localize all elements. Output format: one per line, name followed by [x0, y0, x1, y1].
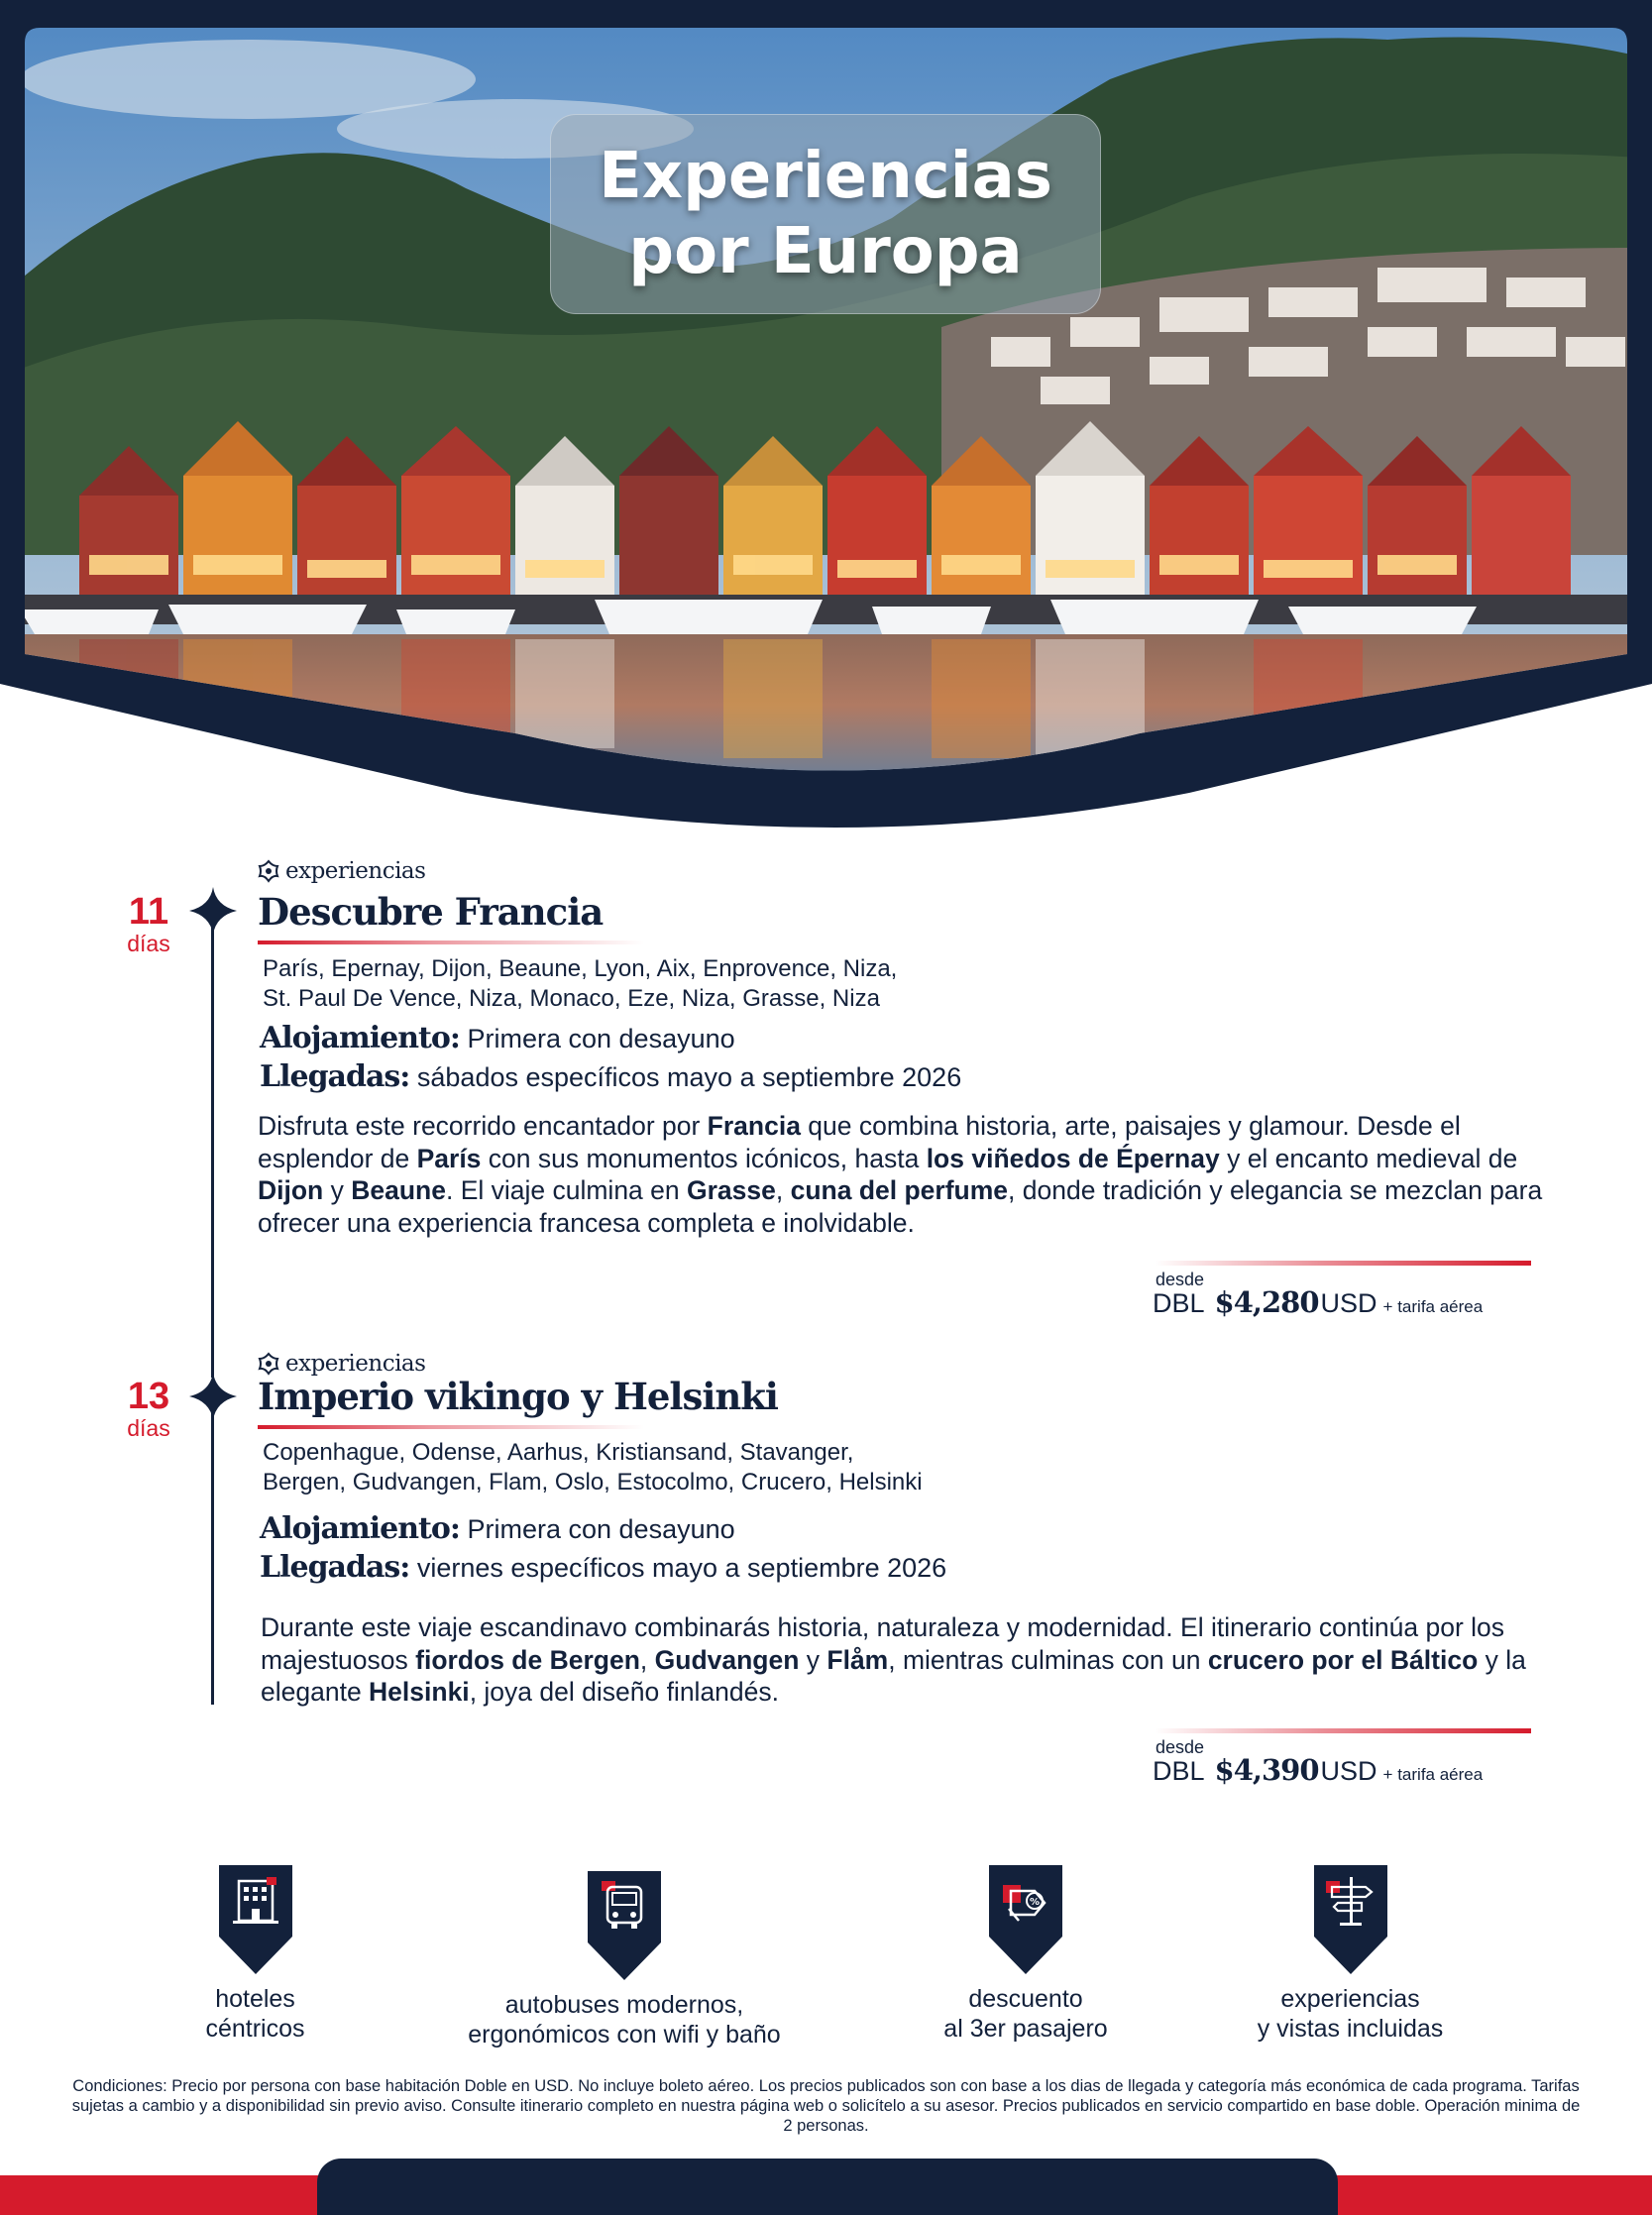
cities-line1: Copenhague, Odense, Aarhus, Kristiansand, Stavanger, [263, 1439, 854, 1466]
program-description [258, 1110, 1546, 1239]
description-text: , mientras culminas con un [888, 1644, 1208, 1675]
description-text: , [775, 1175, 791, 1205]
title-underline [258, 941, 644, 944]
days-number: 11 [128, 891, 169, 933]
timeline-diamond-icon [189, 887, 237, 935]
description-highlight: Grasse [687, 1175, 776, 1205]
cities-list [263, 1438, 923, 1497]
hero-title-line2: por Europa [628, 215, 1023, 288]
hotel-building-icon [219, 1865, 292, 1974]
hero-title-line1: Experiencias [599, 140, 1052, 213]
description-text: y la elegante [261, 1644, 1526, 1707]
brand-logo [256, 858, 425, 884]
price-line [1153, 1285, 1483, 1319]
price-desde: desde [1156, 1737, 1205, 1757]
feature-text-line1: hoteles [215, 1985, 295, 2013]
cities-line2: St. Paul De Vence, Niza, Monaco, Eze, Niza, Grasse, Niza [263, 985, 880, 1012]
arrivals-line [260, 1059, 961, 1094]
description-highlight: los viñedos de Épernay [926, 1143, 1220, 1173]
timeline-line [211, 922, 214, 1378]
conditions-text: Condiciones: Precio por persona con base habitación Doble en USD. No incluye boleto aéreo. Los precios publicados son con base a los dias de llegada y categoría más económica de cada programa. Tarifas sujetas a cambio y a disponibilidad sin previo aviso. Consulte itinerario completo en nuestra página web o solicítelo a su asesor. Precios publicados en servicio compartido en base doble. Operación minima de 2 personas. [71, 2077, 1581, 2135]
price-bar [1155, 1728, 1531, 1733]
description-text: , joya del diseño finlandés. [469, 1677, 780, 1707]
description-text: con sus monumentos icónicos, hasta [481, 1143, 927, 1173]
hero-banner [0, 0, 1652, 837]
description-highlight: Francia [707, 1111, 801, 1141]
price-desde: desde [1156, 1270, 1205, 1289]
days-number: 13 [127, 1376, 170, 1417]
feature-text-line2: ergonómicos con wifi y baño [468, 2021, 781, 2049]
price-currency: USD [1320, 1288, 1377, 1318]
price-note: + tarifa aérea [1382, 1765, 1484, 1784]
days-badge [104, 892, 193, 955]
cities-line2: Bergen, Gudvangen, Flam, Oslo, Estocolmo, Crucero, Helsinki [263, 1469, 923, 1495]
description-highlight: cuna del perfume [790, 1175, 1009, 1205]
footer-navy-tab [317, 2159, 1338, 2215]
description-text: Durante este viaje escandinavo combinarás historia, naturaleza y modernidad. El itinerario continúa por los majestuosos [261, 1612, 1505, 1675]
svg-text:%: % [1029, 1897, 1041, 1908]
arrivals-value: sábados específicos mayo a septiembre 2026 [416, 1062, 962, 1092]
description-highlight: crucero por el Báltico [1207, 1644, 1479, 1675]
lodging-label: Alojamiento: [260, 1511, 460, 1546]
arrivals-line [260, 1550, 946, 1585]
description-text: que combina historia, arte, paisajes y glamour. Desde el esplendor de [258, 1111, 1461, 1173]
price-currency: USD [1320, 1756, 1377, 1786]
price-room: DBL [1153, 1756, 1205, 1786]
arrivals-label: Llegadas: [260, 1059, 410, 1094]
price-amount: $4,280 [1214, 1285, 1319, 1319]
lodging-value: Primera con desayuno [467, 1514, 735, 1544]
hero-title-box [550, 114, 1101, 314]
bus-icon [588, 1871, 661, 1980]
description-text: , donde tradición y elegancia se mezclan para ofrecer una experiencia francesa completa e inolvidable. [258, 1175, 1543, 1238]
brand-text: experiencias [285, 1351, 426, 1377]
price-room: DBL [1153, 1288, 1205, 1318]
brand-logo [256, 1351, 425, 1377]
discount-tag-icon [989, 1865, 1062, 1974]
program-title: Imperio vikingo y Helsinki [258, 1375, 778, 1418]
cities-line1: París, Epernay, Dijon, Beaune, Lyon, Aix, Enprovence, Niza, [263, 955, 898, 982]
feature-hotels [159, 1865, 352, 2044]
price-line [1153, 1753, 1483, 1787]
lodging-label: Alojamiento: [260, 1021, 460, 1055]
lodging-line [260, 1021, 735, 1055]
feature-text-line2: y vistas incluidas [1257, 2015, 1444, 2043]
lodging-value: Primera con desayuno [467, 1024, 735, 1053]
price-amount: $4,390 [1214, 1753, 1319, 1787]
description-text: y el encanto medieval de [1219, 1143, 1518, 1173]
feature-experiences [1229, 1865, 1472, 2044]
program-description [261, 1611, 1549, 1709]
price-note: + tarifa aérea [1382, 1297, 1484, 1316]
arrivals-label: Llegadas: [260, 1550, 410, 1585]
title-underline [258, 1425, 644, 1429]
feature-text-line1: experiencias [1280, 1985, 1420, 2013]
description-text: , [639, 1644, 655, 1675]
days-label: días [127, 931, 170, 956]
arrivals-value: viernes específicos mayo a septiembre 2026 [416, 1553, 947, 1583]
feature-buses [436, 1871, 813, 2049]
description-highlight: Beaune [351, 1175, 446, 1205]
cities-list [263, 954, 897, 1014]
days-label: días [127, 1415, 170, 1441]
brand-crest-icon [256, 858, 281, 884]
description-highlight: París [416, 1143, 482, 1173]
timeline-diamond-icon [189, 1373, 237, 1420]
description-highlight: Flåm [826, 1644, 889, 1675]
description-highlight: Gudvangen [654, 1644, 800, 1675]
signpost-icon [1314, 1865, 1387, 1974]
timeline-line [211, 1397, 214, 1705]
feature-text-line1: descuento [968, 1985, 1083, 2013]
description-highlight: Helsinki [369, 1677, 470, 1707]
description-text: . El viaje culmina en [445, 1175, 687, 1205]
program-title: Descubre Francia [258, 890, 604, 934]
price-bar [1155, 1261, 1531, 1266]
description-text: Disfruta este recorrido encantador por [258, 1111, 708, 1141]
lodging-line [260, 1511, 735, 1546]
feature-discount [907, 1865, 1145, 2044]
brand-crest-icon [256, 1351, 281, 1377]
description-text: y [799, 1644, 827, 1675]
feature-text-line1: autobuses modernos, [504, 1991, 744, 2019]
brand-text: experiencias [285, 858, 426, 884]
days-badge [104, 1377, 193, 1440]
feature-text-line2: al 3er pasajero [943, 2015, 1108, 2043]
feature-text-line2: céntricos [205, 2015, 305, 2043]
description-highlight: Dijon [258, 1175, 324, 1205]
description-highlight: fiordos de Bergen [415, 1644, 640, 1675]
description-text: y [323, 1175, 352, 1205]
